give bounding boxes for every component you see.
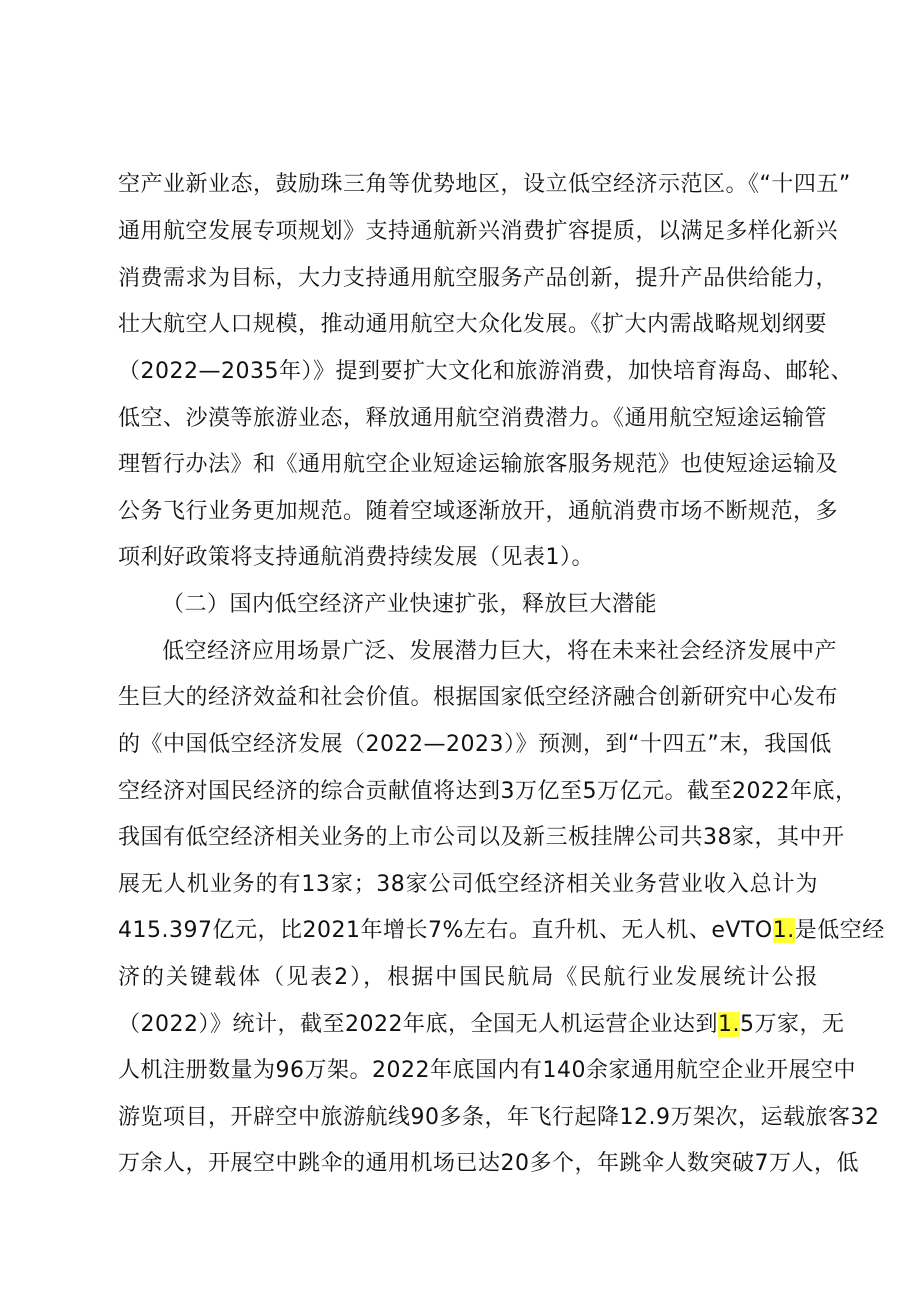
highlighted-text: 1. (772, 918, 795, 943)
text-line: 理暂行办法》和《通用航空企业短途运输旅客服务规范》也使短途运输及 (118, 452, 839, 477)
text-line: 的《中国低空经济发展（2022—2023）》预测，到“十四五”末，我国低 (118, 732, 832, 757)
section-heading: （二）国内低空经济产业快速扩张，释放巨大潜能 (162, 592, 658, 617)
paragraph-first-line: 低空经济应用场景广泛、发展潜力巨大，将在未来社会经济发展中产 (162, 639, 838, 664)
text-line: 空产业新业态，鼓励珠三角等优势地区，设立低空经济示范区。《“十四五” (118, 172, 851, 197)
text-line: 济的关键载体（见表2），根据中国民航局《民航行业发展统计公报 (118, 965, 818, 990)
text-line: 我国有低空经济相关业务的上市公司以及新三板挂牌公司共38家，其中开 (118, 825, 845, 850)
text-segment: （2022）》统计，截至2022年底，全国无人机运营企业达到 (118, 1012, 718, 1037)
text-line: 通用航空发展专项规划》支持通航新兴消费扩容提质，以满足多样化新兴 (118, 219, 839, 244)
text-line: 公务飞行业务更加规范。随着空域逐渐放开，通航消费市场不断规范，多 (118, 499, 839, 524)
text-line: 人机注册数量为96万架。2022年底国内有140余家通用航空企业开展空中 (118, 1058, 856, 1083)
text-line: 消费需求为目标，大力支持通用航空服务产品创新，提升产品供给能力， (118, 266, 839, 291)
text-line: 生巨大的经济效益和社会价值。根据国家低空经济融合创新研究中心发布 (118, 685, 839, 710)
text-line-last: 项利好政策将支持通航消费持续发展（见表1）。 (118, 545, 594, 570)
text-line: 壮大航空人口规模，推动通用航空大众化发展。《扩大内需战略规划纲要 (118, 312, 828, 337)
text-line-with-highlight (118, 914, 885, 948)
text-line: （2022—2035年）》提到要扩大文化和旅游消费，加快培育海岛、邮轮、 (118, 359, 853, 384)
text-line: 游览项目，开辟空中旅游航线90多条，年飞行起降12.9万架次，运载旅客32 (118, 1105, 880, 1130)
text-line: 万余人，开展空中跳伞的通用机场已达20多个，年跳伞人数突破7万人，低 (118, 1151, 859, 1176)
text-segment: 5万家，无 (739, 1012, 845, 1037)
text-line: 低空、沙漠等旅游业态，释放通用航空消费潜力。《通用航空短途运输管 (118, 406, 828, 431)
text-segment: 是低空经 (794, 918, 885, 943)
text-line: 空经济对国民经济的综合贡献值将达到3万亿至5万亿元。截至2022年底， (118, 779, 858, 804)
highlighted-text: 1. (717, 1012, 740, 1037)
text-line: 展无人机业务的有13家；38家公司低空经济相关业务营业收入总计为 (118, 872, 818, 897)
text-line-with-highlight (118, 1008, 845, 1042)
text-segment: 415.397亿元，比2021年增长7%左右。直升机、无人机、eVTO (118, 918, 773, 943)
